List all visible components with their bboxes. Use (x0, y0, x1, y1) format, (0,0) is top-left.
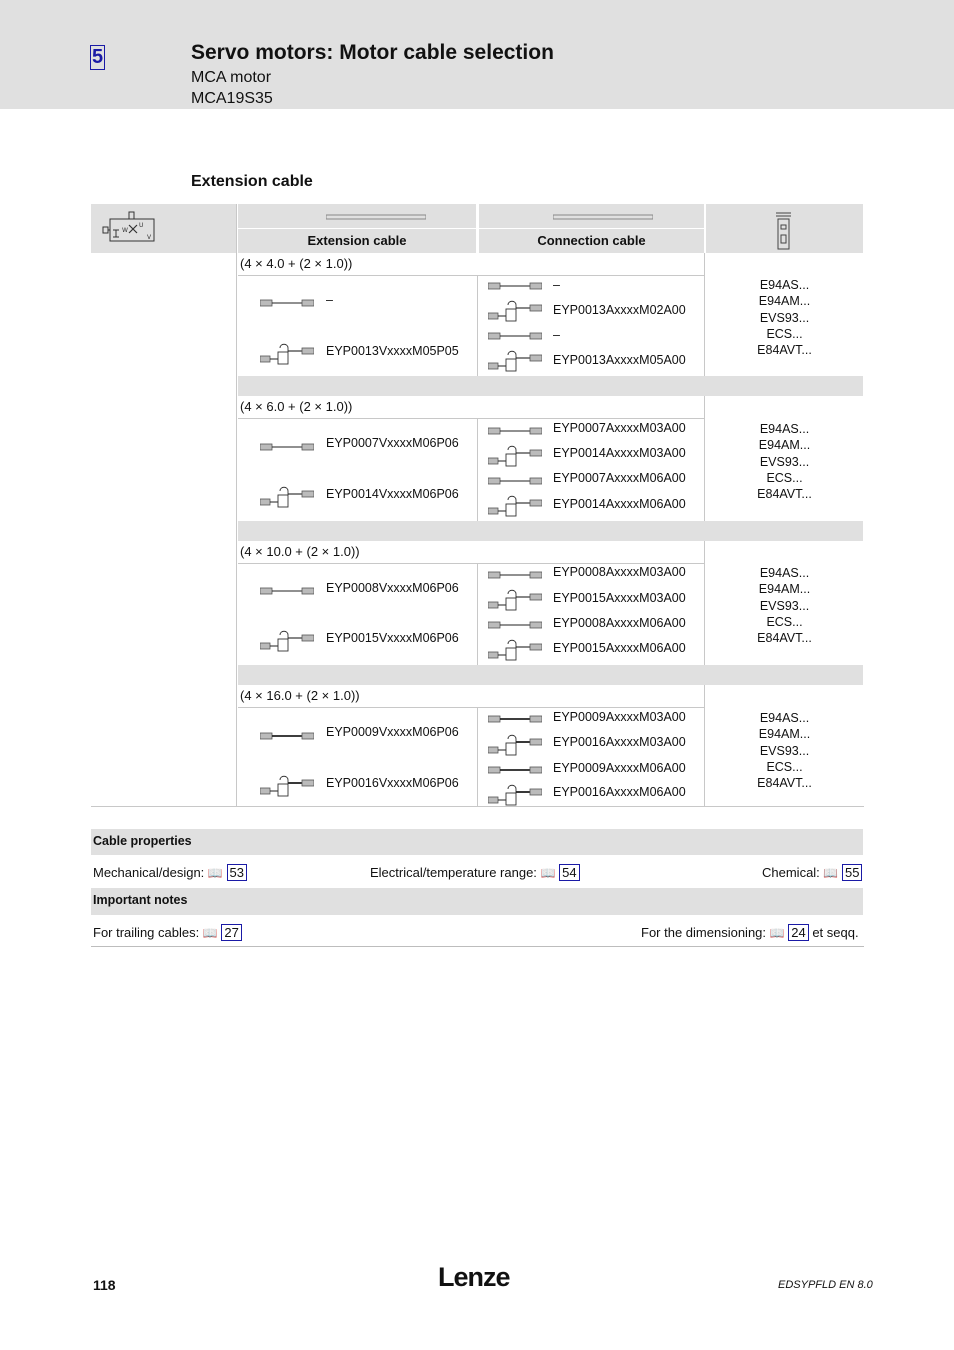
cable-spec: (4 × 4.0 + (2 × 1.0)) (240, 256, 353, 271)
cable-icon (326, 213, 426, 221)
cable-icon (553, 213, 653, 221)
group-separator (238, 665, 863, 685)
page-subtitle-model: MCA19S35 (191, 90, 273, 107)
straight-cable-icon (488, 713, 542, 725)
cable-spec: (4 × 10.0 + (2 × 1.0)) (240, 544, 360, 559)
motor-symbol-icon (99, 211, 159, 245)
angled-cable-icon (260, 485, 314, 509)
straight-cable-icon (488, 280, 542, 292)
page-title: Servo motors: Motor cable selection (191, 41, 554, 64)
straight-cable-icon (260, 730, 314, 742)
svg-text:U: U (139, 222, 144, 229)
straight-cable-icon (260, 441, 314, 453)
connection-cable-header: Connection cable (479, 229, 704, 253)
controller-list: E94AS... E94AM... EVS93... ECS... E84AVT... (757, 566, 812, 646)
trailing-cables-ref: For trailing cables: 📖 27 (93, 925, 242, 940)
page-number: 118 (93, 1277, 116, 1293)
mechanical-ref: Mechanical/design: 📖 53 (93, 865, 247, 880)
extension-part-number: EYP0013VxxxxM05P05 (326, 344, 459, 358)
dimensioning-ref: For the dimensioning: 📖 24 et seqq. (641, 925, 859, 940)
controller-list: E94AS... E94AM... EVS93... ECS... E84AVT... (757, 711, 812, 791)
controller-list: E94AS... E94AM... EVS93... ECS... E84AVT... (757, 422, 812, 502)
extension-part-number: EYP0007VxxxxM06P06 (326, 436, 459, 450)
connection-part-number: EYP0014AxxxxM06A00 (553, 497, 686, 511)
page-link[interactable]: 55 (842, 864, 862, 881)
angled-cable-icon (488, 783, 542, 807)
extension-part-number: EYP0008VxxxxM06P06 (326, 581, 459, 595)
cable-spec: (4 × 16.0 + (2 × 1.0)) (240, 688, 360, 703)
straight-cable-icon (260, 585, 314, 597)
svg-text:V: V (147, 234, 152, 241)
cable-properties-heading: Cable properties (93, 834, 192, 848)
angled-cable-icon (488, 638, 542, 662)
chemical-ref: Chemical: 📖 55 (762, 865, 862, 880)
extension-part-number: EYP0014VxxxxM06P06 (326, 487, 459, 501)
straight-cable-icon (488, 330, 542, 342)
angled-cable-icon (260, 629, 314, 653)
straight-cable-icon (488, 619, 542, 631)
connection-part-number: EYP0013AxxxxM05A00 (553, 353, 686, 367)
extension-part-number: EYP0009VxxxxM06P06 (326, 725, 459, 739)
connection-part-number: EYP0016AxxxxM06A00 (553, 785, 686, 799)
page-link[interactable]: 27 (221, 924, 241, 941)
angled-cable-icon (488, 444, 542, 468)
angled-cable-icon (488, 733, 542, 757)
extension-cable-header: Extension cable (238, 229, 476, 253)
extension-part-number: EYP0016VxxxxM06P06 (326, 776, 459, 790)
group-separator (238, 376, 863, 396)
controller-icon (776, 211, 792, 251)
book-icon: 📖 (202, 926, 218, 940)
cable-spec: (4 × 6.0 + (2 × 1.0)) (240, 399, 353, 414)
section-title: Extension cable (191, 173, 313, 190)
connection-part-number: EYP0016AxxxxM03A00 (553, 735, 686, 749)
lenze-logo: Lenze (438, 1262, 510, 1292)
connection-part-number: EYP0015AxxxxM06A00 (553, 641, 686, 655)
chapter-number[interactable]: 5 (91, 46, 104, 68)
angled-cable-icon (260, 342, 314, 366)
important-notes-heading-row (91, 888, 863, 915)
connection-part-number: EYP0008AxxxxM06A00 (553, 616, 686, 630)
angled-cable-icon (488, 349, 542, 373)
connection-part-number: EYP0013AxxxxM02A00 (553, 303, 686, 317)
connection-part-number: EYP0009AxxxxM06A00 (553, 761, 686, 775)
connection-part-number: – (553, 278, 560, 292)
connection-part-number: EYP0015AxxxxM03A00 (553, 591, 686, 605)
page-link[interactable]: 24 (788, 924, 808, 941)
extension-part-number: – (326, 293, 333, 307)
book-icon: 📖 (207, 866, 223, 880)
straight-cable-icon (488, 764, 542, 776)
extension-cable-icon-cell (238, 204, 476, 228)
cable-properties-heading-row (91, 829, 863, 855)
controller-header-cell (706, 204, 863, 253)
connection-part-number: EYP0008AxxxxM03A00 (553, 565, 686, 579)
svg-text:W: W (122, 227, 128, 234)
connection-part-number: EYP0009AxxxxM03A00 (553, 710, 686, 724)
electrical-ref: Electrical/temperature range: 📖 54 (370, 865, 580, 880)
motor-header-cell (91, 204, 236, 253)
page-link[interactable]: 54 (559, 864, 579, 881)
book-icon: 📖 (823, 866, 839, 880)
connection-part-number: EYP0007AxxxxM06A00 (553, 471, 686, 485)
group-separator (238, 521, 863, 541)
connection-part-number: EYP0007AxxxxM03A00 (553, 421, 686, 435)
page-link[interactable]: 53 (227, 864, 247, 881)
book-icon: 📖 (769, 926, 785, 940)
controller-list: E94AS... E94AM... EVS93... ECS... E84AVT... (757, 278, 812, 358)
document-id: EDSYPFLD EN 8.0 (778, 1279, 873, 1291)
angled-cable-icon (260, 774, 314, 798)
connection-part-number: EYP0014AxxxxM03A00 (553, 446, 686, 460)
angled-cable-icon (488, 588, 542, 612)
straight-cable-icon (488, 475, 542, 487)
book-icon: 📖 (540, 866, 556, 880)
important-notes-heading: Important notes (93, 893, 188, 907)
angled-cable-icon (488, 299, 542, 323)
extension-part-number: EYP0015VxxxxM06P06 (326, 631, 459, 645)
straight-cable-icon (488, 569, 542, 581)
angled-cable-icon (488, 494, 542, 518)
connection-cable-icon-cell (479, 204, 704, 228)
connection-part-number: – (553, 328, 560, 342)
straight-cable-icon (488, 425, 542, 437)
straight-cable-icon (260, 297, 314, 309)
page-subtitle-motor: MCA motor (191, 69, 272, 86)
